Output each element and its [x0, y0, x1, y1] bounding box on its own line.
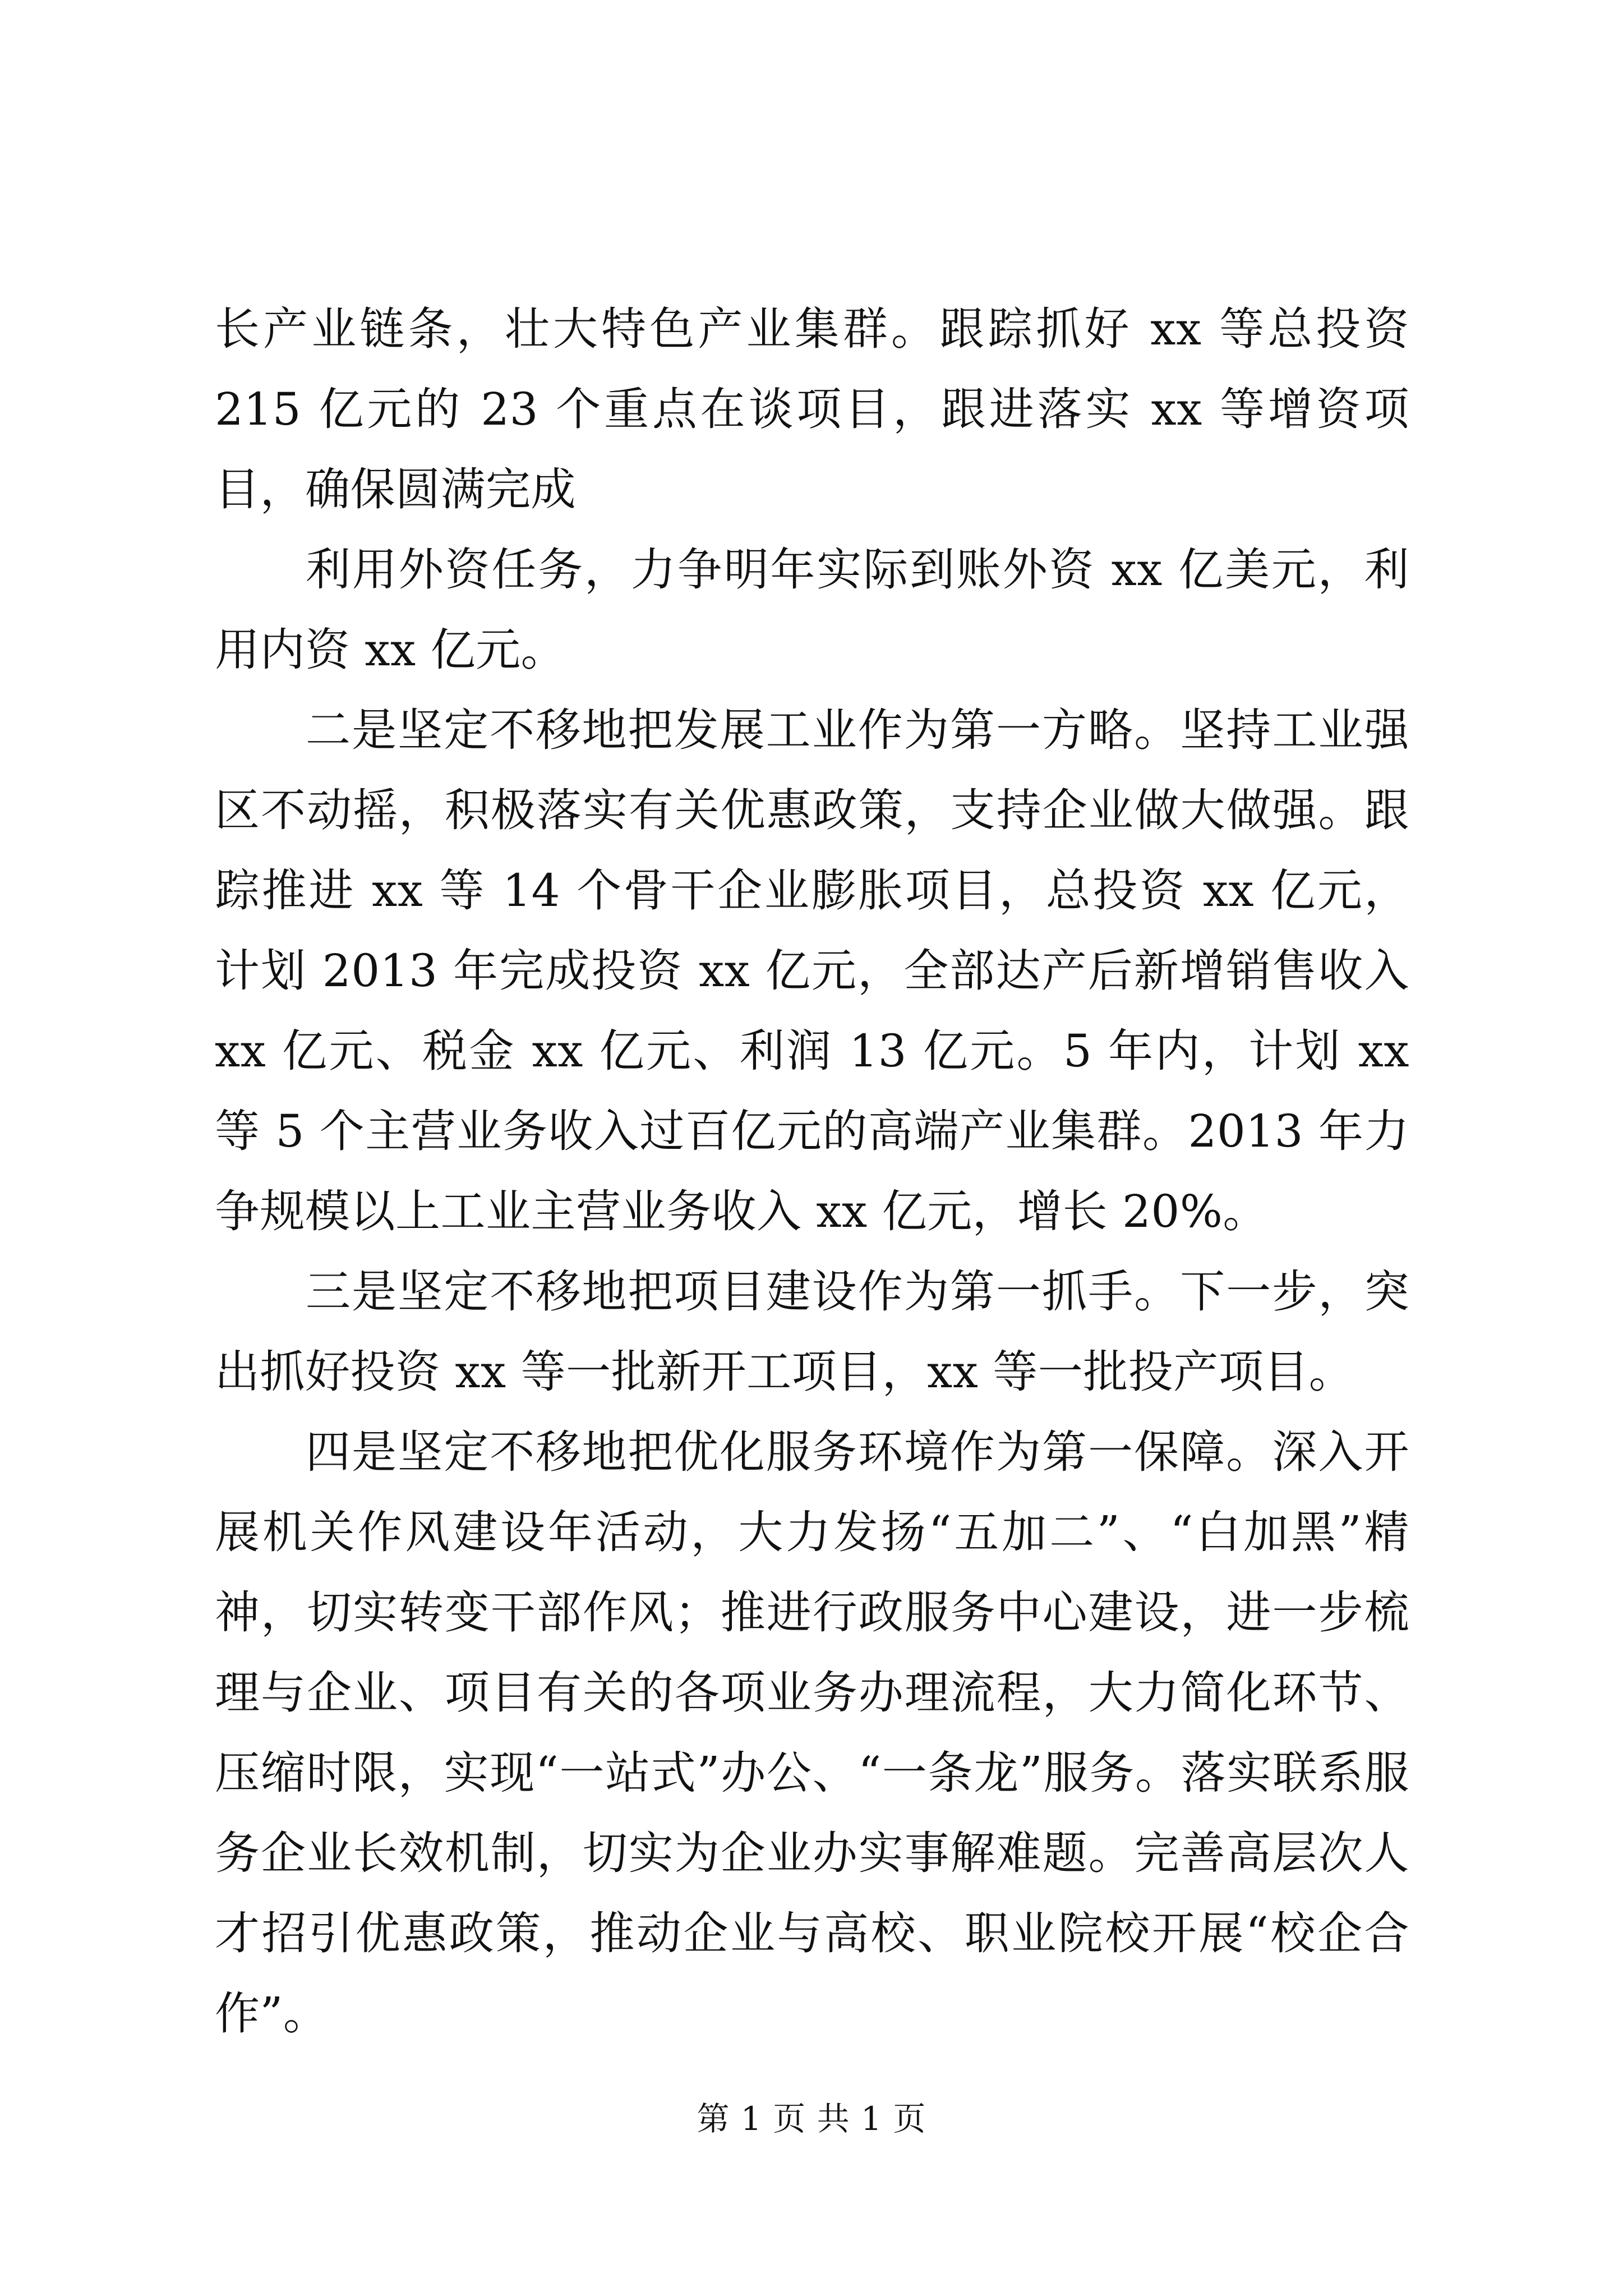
paragraph-service-environment: 四是坚定不移地把优化服务环境作为第一保障。深入开展机关作风建设年活动，大力发扬“五加二”、“白加黑”精神，切实转变干部作风；推进行政服务中心建设，进一步梳理与企业、项目有关的各项业务办理流程，大力简化环节、压缩时限，实现“一站式”办公、“一条龙”服务。落实联系服务企业长效机制，切实为企业办实事解难题。完善高层次人才招引优惠政策，推动企业与高校、职业院校开展“校企合作”。: [215, 1426, 1409, 2040]
paragraph-foreign-investment: 利用外资任务，力争明年实际到账外资 xx 亿美元，利用内资 xx 亿元。: [215, 544, 1409, 676]
paragraph-continuation: 长产业链条，壮大特色产业集群。跟踪抓好 xx 等总投资 215 亿元的 23 个重点在谈项目，跟进落实 xx 等增资项目，确保圆满完成: [215, 303, 1409, 516]
document-body: [215, 289, 1409, 2054]
paragraph-industry-strategy: 二是坚定不移地把发展工业作为第一方略。坚持工业强区不动摇，积极落实有关优惠政策，支持企业做大做强。跟踪推进 xx 等 14 个骨干企业膨胀项目，总投资 xx 亿元，计划 2013 年完成投资 xx 亿元，全部达产后新增销售收入 xx 亿元、税金 xx 亿元、利润 13 亿元。5 年内，计划 xx 等 5 个主营业务收入过百亿元的高端产业集群。2013 年力争规模以上工业主营业务收入 xx 亿元，增长 20%。: [215, 704, 1409, 1237]
paragraph-project-construction: 三是坚定不移地把项目建设作为第一抓手。下一步，突出抓好投资 xx 等一批新开工项目，xx 等一批投产项目。: [215, 1266, 1409, 1398]
page-footer: 第 1 页 共 1 页: [697, 2100, 926, 2138]
